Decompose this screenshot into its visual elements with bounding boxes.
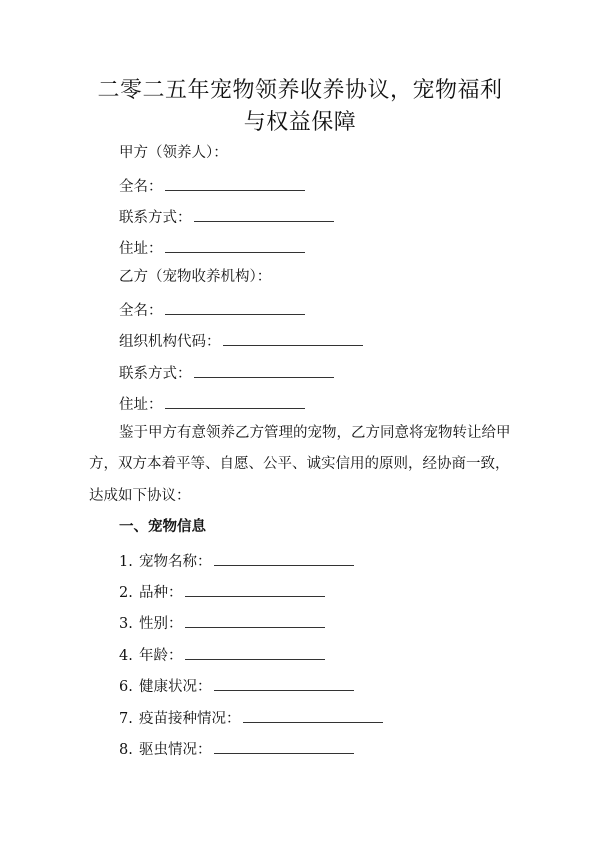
preamble-line3: 达成如下协议：: [89, 488, 191, 504]
party-a-contact-label: 联系方式：: [119, 210, 192, 226]
pet-info-item-label: 驱虫情况：: [139, 742, 212, 758]
party-b-contact-label: 联系方式：: [119, 366, 192, 382]
pet-health-blank[interactable]: [214, 674, 354, 691]
party-a-name-field: [119, 174, 305, 197]
pet-info-item-number: 4.: [119, 648, 133, 664]
pet-info-item-label: 年龄：: [139, 648, 183, 664]
pet-info-item: [119, 580, 325, 603]
party-b-org-code-label: 组织机构代码：: [119, 334, 221, 350]
pet-info-item-number: 3.: [119, 616, 133, 632]
party-b-name-field: [119, 298, 305, 321]
pet-name-blank[interactable]: [214, 549, 354, 566]
party-a-heading-text: 甲方（领养人）：: [119, 145, 228, 161]
party-b-heading-text: 乙方（宠物收养机构）：: [119, 269, 272, 285]
pet-info-item: [119, 643, 325, 666]
party-a-name-label: 全名：: [119, 179, 163, 195]
pet-info-item-number: 7.: [119, 711, 133, 727]
section1-heading: 一、宠物信息: [119, 519, 206, 535]
preamble-line1: 鉴于甲方有意领养乙方管理的宠物，乙方同意将宠物转让给甲: [119, 425, 511, 441]
party-b-org-code-field: [119, 329, 363, 352]
party-a-address-field: [119, 236, 305, 259]
party-b-name-label: 全名：: [119, 303, 163, 319]
pet-info-item-label: 健康状况：: [139, 679, 212, 695]
pet-info-item: [119, 611, 325, 634]
party-a-heading: [119, 143, 228, 163]
pet-info-item: [119, 737, 354, 760]
pet-deworming-blank[interactable]: [214, 737, 354, 754]
party-b-name-blank[interactable]: [165, 298, 305, 315]
pet-age-blank[interactable]: [185, 643, 325, 660]
party-a-contact-blank[interactable]: [194, 205, 334, 222]
pet-info-item-label: 疫苗接种情况：: [139, 711, 241, 727]
party-a-name-blank[interactable]: [165, 174, 305, 191]
pet-info-item-label: 宠物名称：: [139, 554, 212, 570]
pet-info-item-number: 2.: [119, 585, 133, 601]
preamble-line2: 方，双方本着平等、自愿、公平、诚实信用的原则，经协商一致，: [89, 456, 510, 472]
pet-info-item: [119, 549, 354, 572]
party-a-address-blank[interactable]: [165, 236, 305, 253]
pet-sex-blank[interactable]: [185, 611, 325, 628]
party-b-address-blank[interactable]: [165, 392, 305, 409]
party-b-contact-field: [119, 361, 334, 384]
party-b-address-label: 住址：: [119, 397, 163, 413]
party-a-contact-field: [119, 205, 334, 228]
pet-vaccination-blank[interactable]: [243, 706, 383, 723]
pet-info-item-label: 品种：: [139, 585, 183, 601]
pet-info-item-number: 1.: [119, 554, 133, 570]
pet-info-item-label: 性别：: [139, 616, 183, 632]
pet-breed-blank[interactable]: [185, 580, 325, 597]
document-title-line2: 与权益保障: [243, 110, 357, 135]
document-title-line1: 二零二五年宠物领养收养协议，宠物福利: [97, 78, 503, 103]
party-b-address-field: [119, 392, 305, 415]
party-b-contact-blank[interactable]: [194, 361, 334, 378]
pet-info-item: [119, 674, 354, 697]
party-a-address-label: 住址：: [119, 241, 163, 257]
pet-info-item-number: 8.: [119, 742, 133, 758]
party-b-org-code-blank[interactable]: [223, 329, 363, 346]
party-b-heading: [119, 267, 271, 287]
pet-info-item-number: 6.: [119, 679, 133, 695]
pet-info-item: [119, 706, 383, 729]
